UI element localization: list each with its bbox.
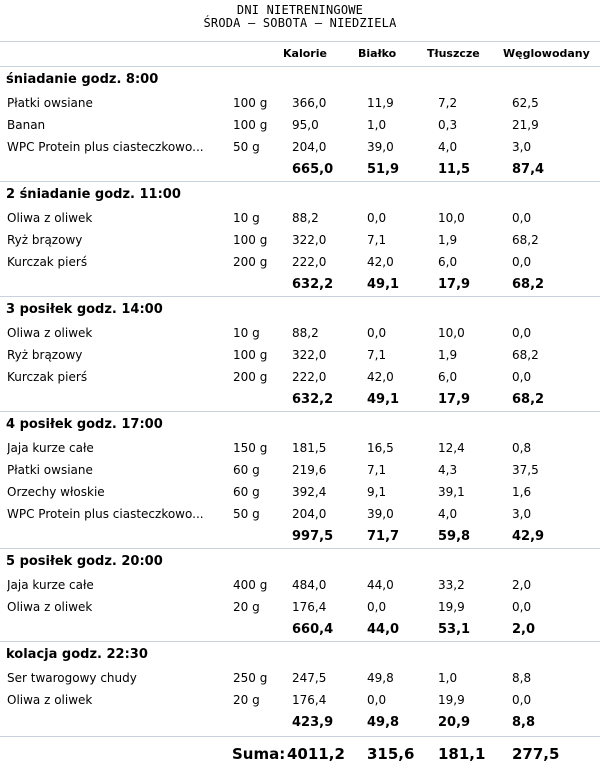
- column-headers: [0, 42, 600, 66]
- food-carbs: 62,5: [512, 96, 539, 110]
- meal-total-kcal: 632,2: [292, 277, 334, 292]
- food-kcal: 366,0: [292, 96, 327, 110]
- food-protein: 7,1: [367, 348, 387, 362]
- food-protein: 16,5: [367, 441, 394, 455]
- daily-summary: [0, 736, 600, 769]
- meals-table: [0, 66, 600, 734]
- summary-protein: 315,6: [367, 745, 415, 763]
- food-fat: 19,9: [438, 693, 465, 707]
- food-quantity: 20 g: [233, 600, 260, 614]
- summary-label: Suma:: [232, 745, 286, 763]
- food-fat: 19,9: [438, 600, 465, 614]
- food-name: Oliwa z oliwek: [7, 326, 93, 340]
- food-carbs: 1,6: [512, 485, 532, 499]
- food-protein: 44,0: [367, 578, 394, 592]
- food-carbs: 0,0: [512, 370, 532, 384]
- table-row: [0, 322, 600, 344]
- meal-total-row: [0, 618, 600, 641]
- meal-total-protein: 49,1: [367, 277, 400, 292]
- food-kcal: 219,6: [292, 463, 327, 477]
- food-name: Ryż brązowy: [7, 348, 83, 362]
- table-row: [0, 689, 600, 711]
- food-quantity: 10 g: [233, 211, 260, 225]
- food-quantity: 20 g: [233, 693, 260, 707]
- summary-carbs: 277,5: [512, 745, 560, 763]
- food-fat: 10,0: [438, 211, 465, 225]
- summary-kcal: 4011,2: [287, 745, 345, 763]
- food-carbs: 68,2: [512, 348, 539, 362]
- meal-total-protein: 49,8: [367, 715, 400, 730]
- food-kcal: 176,4: [292, 693, 327, 707]
- meal-section: [0, 548, 600, 641]
- food-carbs: 8,8: [512, 671, 532, 685]
- food-carbs: 37,5: [512, 463, 539, 477]
- food-quantity: 50 g: [233, 507, 260, 521]
- table-row: [0, 574, 600, 596]
- food-protein: 39,0: [367, 140, 394, 154]
- food-name: Kurczak pierś: [7, 255, 88, 269]
- food-fat: 1,0: [438, 671, 458, 685]
- food-name: Ryż brązowy: [7, 233, 83, 247]
- meal-section: [0, 641, 600, 734]
- food-name: Oliwa z oliwek: [7, 693, 93, 707]
- food-name: Banan: [7, 118, 46, 132]
- food-carbs: 3,0: [512, 507, 532, 521]
- meal-total-carbs: 68,2: [512, 392, 545, 407]
- food-name: Jaja kurze całe: [7, 578, 94, 592]
- food-fat: 39,1: [438, 485, 465, 499]
- food-name: WPC Protein plus ciasteczkowo...: [7, 140, 204, 154]
- food-quantity: 100 g: [233, 118, 268, 132]
- meal-total-protein: 51,9: [367, 162, 400, 177]
- food-fat: 12,4: [438, 441, 465, 455]
- food-quantity: 60 g: [233, 485, 260, 499]
- food-quantity: 150 g: [233, 441, 268, 455]
- food-name: Płatki owsiane: [7, 463, 93, 477]
- food-carbs: 3,0: [512, 140, 532, 154]
- meal-total-fat: 17,9: [438, 392, 471, 407]
- meal-section: [0, 296, 600, 411]
- food-kcal: 247,5: [292, 671, 327, 685]
- food-quantity: 50 g: [233, 140, 260, 154]
- food-protein: 7,1: [367, 463, 387, 477]
- page-subtitle: ŚRODA – SOBOTA – NIEDZIELA: [203, 16, 397, 30]
- page-header: [0, 0, 600, 42]
- food-fat: 1,9: [438, 233, 458, 247]
- food-protein: 49,8: [367, 671, 394, 685]
- food-protein: 1,0: [367, 118, 387, 132]
- food-name: Ser twarogowy chudy: [7, 671, 137, 685]
- food-kcal: 392,4: [292, 485, 327, 499]
- food-kcal: 204,0: [292, 140, 327, 154]
- meal-total-carbs: 2,0: [512, 622, 536, 637]
- table-row: [0, 344, 600, 366]
- food-quantity: 200 g: [233, 370, 268, 384]
- meal-section: [0, 66, 600, 181]
- table-row: [0, 503, 600, 525]
- table-row: [0, 481, 600, 503]
- food-protein: 11,9: [367, 96, 394, 110]
- food-name: Oliwa z oliwek: [7, 600, 93, 614]
- meal-total-fat: 20,9: [438, 715, 471, 730]
- food-carbs: 2,0: [512, 578, 532, 592]
- meal-total-kcal: 423,9: [292, 715, 334, 730]
- table-row: [0, 667, 600, 689]
- meal-total-carbs: 42,9: [512, 529, 545, 544]
- table-row: [0, 114, 600, 136]
- meal-total-kcal: 997,5: [292, 529, 334, 544]
- food-carbs: 21,9: [512, 118, 539, 132]
- table-row: [0, 136, 600, 158]
- meal-total-carbs: 8,8: [512, 715, 536, 730]
- table-row: [0, 596, 600, 618]
- meal-title: śniadanie godz. 8:00: [6, 72, 159, 87]
- food-protein: 39,0: [367, 507, 394, 521]
- food-protein: 7,1: [367, 233, 387, 247]
- table-row: [0, 251, 600, 273]
- table-row: [0, 437, 600, 459]
- food-carbs: 0,0: [512, 255, 532, 269]
- food-carbs: 0,8: [512, 441, 532, 455]
- food-fat: 33,2: [438, 578, 465, 592]
- food-fat: 1,9: [438, 348, 458, 362]
- meal-total-fat: 53,1: [438, 622, 471, 637]
- food-kcal: 95,0: [292, 118, 319, 132]
- food-quantity: 10 g: [233, 326, 260, 340]
- food-kcal: 222,0: [292, 370, 327, 384]
- column-header-kcal: Kalorie: [283, 47, 327, 60]
- meal-title: 5 posiłek godz. 20:00: [6, 554, 163, 569]
- food-protein: 0,0: [367, 211, 387, 225]
- food-name: WPC Protein plus ciasteczkowo...: [7, 507, 204, 521]
- food-protein: 42,0: [367, 370, 394, 384]
- food-protein: 0,0: [367, 600, 387, 614]
- summary-fat: 181,1: [438, 745, 486, 763]
- food-fat: 4,0: [438, 140, 458, 154]
- meal-total-fat: 17,9: [438, 277, 471, 292]
- food-quantity: 200 g: [233, 255, 268, 269]
- food-fat: 4,3: [438, 463, 458, 477]
- food-protein: 0,0: [367, 326, 387, 340]
- food-kcal: 322,0: [292, 348, 327, 362]
- food-kcal: 181,5: [292, 441, 327, 455]
- column-header-protein: Białko: [358, 47, 397, 60]
- food-name: Kurczak pierś: [7, 370, 88, 384]
- food-fat: 10,0: [438, 326, 465, 340]
- table-row: [0, 229, 600, 251]
- food-kcal: 322,0: [292, 233, 327, 247]
- food-kcal: 88,2: [292, 326, 319, 340]
- meal-total-carbs: 68,2: [512, 277, 545, 292]
- food-quantity: 100 g: [233, 233, 268, 247]
- meal-section: [0, 411, 600, 548]
- food-protein: 42,0: [367, 255, 394, 269]
- meal-total-fat: 11,5: [438, 162, 471, 177]
- meal-title: kolacja godz. 22:30: [6, 647, 148, 662]
- food-fat: 7,2: [438, 96, 458, 110]
- food-fat: 6,0: [438, 370, 458, 384]
- meal-total-protein: 49,1: [367, 392, 400, 407]
- food-protein: 0,0: [367, 693, 387, 707]
- food-quantity: 100 g: [233, 348, 268, 362]
- food-carbs: 0,0: [512, 326, 532, 340]
- food-carbs: 68,2: [512, 233, 539, 247]
- food-kcal: 176,4: [292, 600, 327, 614]
- table-row: [0, 366, 600, 388]
- food-kcal: 222,0: [292, 255, 327, 269]
- food-kcal: 88,2: [292, 211, 319, 225]
- meal-total-carbs: 87,4: [512, 162, 545, 177]
- table-row: [0, 92, 600, 114]
- meal-section: [0, 181, 600, 296]
- food-name: Płatki owsiane: [7, 96, 93, 110]
- meal-title: 4 posiłek godz. 17:00: [6, 417, 163, 432]
- meal-total-row: [0, 711, 600, 734]
- table-row: [0, 207, 600, 229]
- meal-title: 3 posiłek godz. 14:00: [6, 302, 163, 317]
- food-kcal: 204,0: [292, 507, 327, 521]
- food-quantity: 100 g: [233, 96, 268, 110]
- food-name: Oliwa z oliwek: [7, 211, 93, 225]
- food-carbs: 0,0: [512, 693, 532, 707]
- meal-total-row: [0, 273, 600, 296]
- meal-total-protein: 71,7: [367, 529, 400, 544]
- food-fat: 0,3: [438, 118, 458, 132]
- meal-total-fat: 59,8: [438, 529, 471, 544]
- table-row: [0, 459, 600, 481]
- meal-total-kcal: 632,2: [292, 392, 334, 407]
- meal-total-kcal: 665,0: [292, 162, 334, 177]
- meal-total-row: [0, 525, 600, 548]
- meal-total-row: [0, 388, 600, 411]
- meal-title: 2 śniadanie godz. 11:00: [6, 187, 181, 202]
- food-name: Orzechy włoskie: [7, 485, 105, 499]
- food-protein: 9,1: [367, 485, 387, 499]
- column-header-carbs: Węglowodany: [503, 47, 590, 60]
- food-quantity: 60 g: [233, 463, 260, 477]
- food-kcal: 484,0: [292, 578, 327, 592]
- food-quantity: 400 g: [233, 578, 268, 592]
- meal-total-kcal: 660,4: [292, 622, 334, 637]
- food-carbs: 0,0: [512, 600, 532, 614]
- food-quantity: 250 g: [233, 671, 268, 685]
- page-title: DNI NIETRENINGOWE: [236, 3, 364, 17]
- food-carbs: 0,0: [512, 211, 532, 225]
- meal-total-row: [0, 158, 600, 181]
- meal-total-protein: 44,0: [367, 622, 400, 637]
- food-name: Jaja kurze całe: [7, 441, 94, 455]
- column-header-fat: Tłuszcze: [427, 47, 480, 60]
- food-fat: 4,0: [438, 507, 458, 521]
- food-fat: 6,0: [438, 255, 458, 269]
